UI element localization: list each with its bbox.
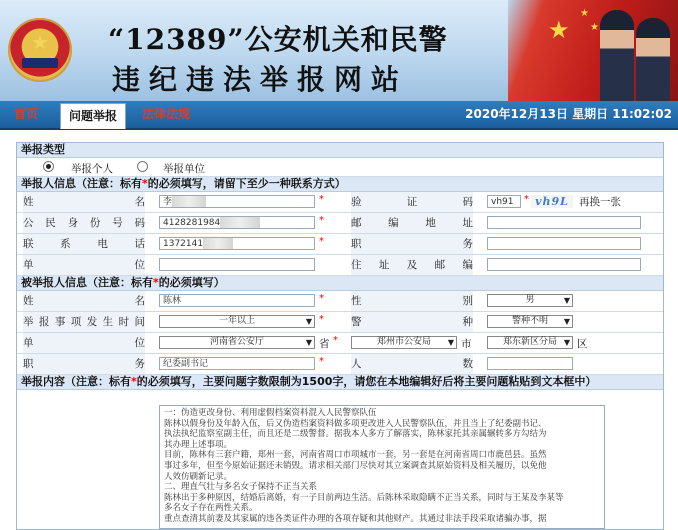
province-suffix: 省 — [319, 338, 330, 350]
required-mark: * — [319, 314, 324, 325]
nav-datetime: 2020年12月13日 星期日 11:02:02 — [465, 107, 672, 121]
zip-address-label: 邮编地址 — [351, 213, 473, 233]
site-title-line1: “12389”公安机关和民警 — [108, 23, 448, 56]
report-content-textarea[interactable] — [159, 405, 605, 529]
reported-district-select[interactable]: 郑东新区分局 ▼ — [487, 336, 573, 349]
content-line: 一：伪造更改身份、利用虚假档案资料混入人民警察队伍 — [164, 408, 377, 418]
chevron-down-icon: ▼ — [305, 317, 312, 326]
required-mark: * — [333, 335, 338, 346]
main-nav — [0, 101, 678, 130]
reporter-row-3 — [17, 234, 663, 255]
reporter-row-4 — [17, 255, 663, 276]
content-line: 陈林以假身份及年龄入伍，后又伪造档案资料做多项更改进入人民警察队伍，并且当上了纪委副书记、 — [164, 418, 547, 429]
reporter-section-title: 举报人信息（注意：标有*的必须填写，请留下至少一种联系方式） — [17, 177, 663, 192]
reported-row-3 — [17, 333, 663, 354]
content-line: 陈林出于多种原因，结婚后离婚，有一子目前两边生活。后陈林采取隐瞒不正当关系，同时与王某及李某等 — [164, 492, 564, 503]
flag-banner-image: ★ ★ ★ — [508, 0, 678, 101]
reporter-job-input[interactable] — [487, 237, 641, 250]
reported-unit-label: 单位 — [23, 333, 145, 353]
redaction-blur — [220, 217, 260, 228]
reported-city-select[interactable]: 郑州市公安局 ▼ — [351, 336, 457, 349]
city-suffix: 市 — [461, 338, 472, 350]
refresh-captcha-link[interactable]: 再换一张 — [579, 196, 621, 208]
reported-gender-label: 性别 — [351, 291, 473, 311]
reported-position-input[interactable]: 纪委副书记 — [159, 357, 315, 370]
reported-time-label: 举报事项发生时间 — [23, 312, 145, 332]
content-line: 人效仿刷新记录。 — [164, 471, 233, 482]
report-person-radio[interactable] — [43, 161, 54, 172]
reporter-unit-input[interactable] — [159, 258, 315, 271]
content-line: 重点查清其前妻及其家属的违各类证件办理的各项存疑和其他财产。其通过非法手段采取诸骗办事，据 — [164, 513, 547, 524]
site-banner — [0, 0, 678, 101]
reported-position-label: 职务 — [23, 354, 145, 374]
captcha-label: 验证码 — [351, 192, 473, 212]
police-emblem-icon: ★ — [8, 18, 72, 82]
captcha-input[interactable]: vh91 — [487, 195, 521, 208]
reporter-phone-input[interactable]: 1372141 — [159, 237, 315, 250]
reported-row-2 — [17, 312, 663, 333]
reported-name-label: 姓名 — [23, 291, 145, 311]
report-unit-radio[interactable] — [137, 161, 148, 172]
reported-row-4 — [17, 354, 663, 375]
reported-police-label: 警种 — [351, 312, 473, 332]
required-mark: * — [319, 236, 324, 247]
reporter-row-1 — [17, 192, 663, 213]
content-line: 其办理上述事项。 — [164, 439, 233, 450]
reporter-address-input[interactable] — [487, 258, 641, 271]
report-person-label: 举报个人 — [71, 163, 113, 175]
captcha-image: vh9L — [531, 195, 573, 208]
required-mark: * — [319, 194, 324, 205]
reporter-id-input[interactable]: 4128281984 — [159, 216, 315, 229]
redaction-blur — [203, 238, 233, 249]
chevron-down-icon: ▼ — [563, 338, 570, 347]
nav-law-link[interactable]: 法律法规 — [142, 107, 191, 121]
redaction-blur — [172, 196, 206, 207]
reporter-unit-label: 单位 — [23, 255, 145, 275]
reporter-name-input[interactable]: 李 — [159, 195, 315, 208]
reporter-job-label: 职务 — [351, 234, 473, 254]
reporter-id-label: 公民身份号码 — [23, 213, 145, 233]
nav-report-tab[interactable]: 问题举报 — [60, 103, 126, 129]
zip-address-input[interactable] — [487, 216, 641, 229]
content-line: 执法执纪监察室副主任，而且还是二级警督。据我本人多方了解落实，陈林家托其亲属辗转多方勾结为 — [164, 429, 547, 440]
report-type-section-title: 举报类型 — [17, 143, 663, 158]
reported-count-label: 人数 — [351, 354, 473, 374]
chevron-down-icon: ▼ — [447, 338, 454, 347]
report-type-row — [17, 158, 663, 177]
reported-row-1 — [17, 291, 663, 312]
content-section-title: 举报内容（注意：标有*的必须填写，主要问题字数限制为1500字，请您在本地编辑好后将主要问题粘贴到文本框中） — [17, 375, 663, 390]
reported-province-select[interactable]: 河南省公安厅 ▼ — [159, 336, 315, 349]
reporter-address-label: 住址及邮编 — [351, 255, 473, 275]
required-mark: * — [524, 194, 529, 205]
content-line: 多名女子存在两性关系。 — [164, 503, 258, 514]
reported-gender-select[interactable]: 男 ▼ — [487, 294, 573, 307]
required-mark: * — [319, 356, 324, 367]
chevron-down-icon: ▼ — [305, 338, 312, 347]
reporter-row-2 — [17, 213, 663, 234]
reported-police-select[interactable]: 警种不明 ▼ — [487, 315, 573, 328]
reporter-phone-label: 联系电话 — [23, 234, 145, 254]
required-mark: * — [319, 215, 324, 226]
content-line: 目前，陈林有三套户籍，郑州一套，河南省周口市项城市一套，另一套是在河南省周口市鹿邑县。虽然 — [164, 450, 547, 461]
report-unit-label: 举报单位 — [163, 163, 205, 175]
nav-home-link[interactable]: 首页 — [14, 107, 39, 121]
chevron-down-icon: ▼ — [563, 296, 570, 305]
district-suffix: 区 — [577, 338, 588, 350]
report-form — [16, 142, 664, 530]
content-line: 二、理直气壮与多名女子保持不正当关系 — [164, 482, 318, 493]
reported-name-input[interactable]: 陈林 — [159, 294, 315, 307]
reported-time-select[interactable]: 一年以上 ▼ — [159, 315, 315, 328]
chevron-down-icon: ▼ — [563, 317, 570, 326]
reporter-name-label: 姓名 — [23, 192, 145, 212]
reported-count-input[interactable] — [487, 357, 573, 370]
site-title-line2: 违纪违法举报网站 — [112, 63, 409, 96]
content-line: 事过多年，但至今原始证据还未销毁。请求相关部门尽快对其立案调查其原始资料及相关履历，以免他 — [164, 460, 547, 471]
required-mark: * — [319, 293, 324, 304]
reported-section-title: 被举报人信息（注意：标有*的必须填写） — [17, 276, 663, 291]
